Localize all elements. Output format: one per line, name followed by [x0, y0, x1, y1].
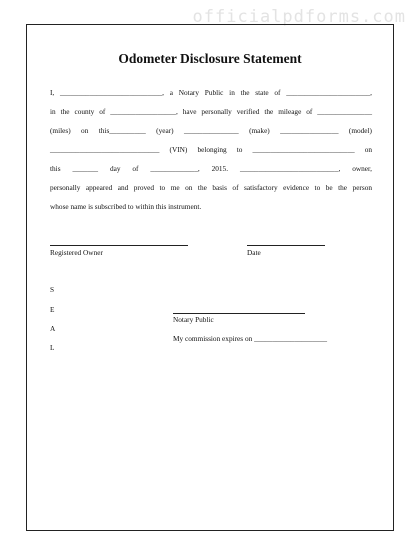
- registered-owner-label: Registered Owner: [50, 248, 103, 257]
- seal-letter-e: E: [50, 305, 55, 314]
- notary-signature-line: [173, 313, 305, 314]
- registered-owner-signature-line: [50, 245, 188, 246]
- statement-line-6: personally appeared and proved to me on the basis of satisfactory evidence to be the person: [50, 183, 372, 192]
- watermark: officialpdforms.com: [192, 7, 406, 27]
- statement-line-3: (miles) on this__________ (year) _______________ (make) ________________ (model): [50, 126, 372, 135]
- date-signature-line: [247, 245, 325, 246]
- document-title: Odometer Disclosure Statement: [118, 51, 302, 66]
- statement-line-5: this _______ day of _____________, 2015. ___________________________, owner,: [50, 164, 372, 173]
- commission-expires-text: My commission expires on ____________________: [173, 334, 328, 343]
- seal-letter-l: L: [50, 343, 55, 352]
- notary-public-label: Notary Public: [173, 315, 214, 324]
- statement-line-4: ______________________________ (VIN) belonging to ____________________________ on: [50, 145, 372, 154]
- seal-letter-a: A: [50, 324, 56, 333]
- statement-line-7: whose name is subscribed to within this instrument.: [50, 202, 202, 211]
- statement-line-1: I, ____________________________, a Notary Public in the state of _______________________,: [50, 88, 372, 97]
- statement-line-2: in the county of __________________, have personally verified the mileage of _______________: [50, 107, 372, 116]
- seal-letter-s: S: [50, 285, 55, 294]
- date-label: Date: [247, 248, 261, 257]
- document-page: [26, 24, 394, 531]
